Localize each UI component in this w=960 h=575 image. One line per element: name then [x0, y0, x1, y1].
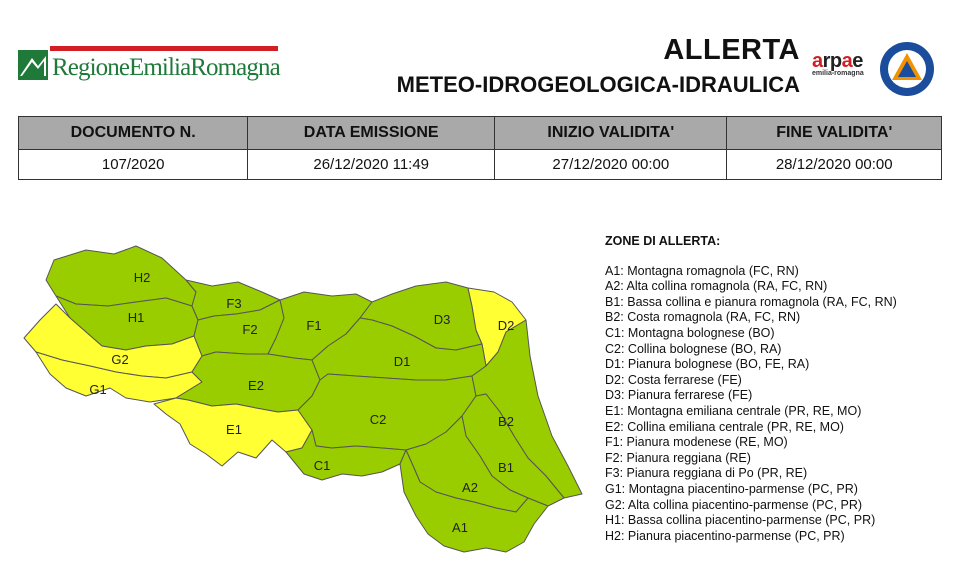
zone-item: F2: Pianura reggiana (RE) [605, 450, 751, 465]
zone-item: D3: Pianura ferrarese (FE) [605, 388, 753, 403]
map-label-F2: F2 [242, 322, 258, 337]
map-label-A1: A1 [452, 520, 468, 535]
zone-item: E1: Montagna emiliana centrale (PR, RE, MO) [605, 403, 862, 418]
arpae-logo [812, 50, 872, 77]
header-data-emissione: DATA EMISSIONE [248, 117, 495, 150]
zone-legend [605, 234, 955, 544]
alert-zone-map [16, 236, 586, 566]
value-inizio-validita: 27/12/2020 00:00 [495, 150, 727, 180]
map-label-F3: F3 [226, 296, 242, 311]
table-header-row [19, 117, 942, 150]
zone-item: C2: Collina bolognese (BO, RA) [605, 341, 782, 356]
zone-item: A2: Alta collina romagnola (RA, FC, RN) [605, 279, 828, 294]
zone-item: A1: Montagna romagnola (FC, RN) [605, 263, 799, 278]
regione-flag-icon [18, 50, 48, 80]
header-fine-validita: FINE VALIDITA' [727, 117, 942, 150]
value-data-emissione: 26/12/2020 11:49 [248, 150, 495, 180]
map-label-E1: E1 [226, 422, 242, 437]
map-label-G1: G1 [89, 382, 107, 397]
regione-logo [16, 46, 278, 88]
zone-item: G2: Alta collina piacentino-parmense (PC, PR) [605, 497, 863, 512]
zone-item: B2: Costa romagnola (RA, FC, RN) [605, 310, 801, 325]
zone-item: D1: Pianura bolognese (BO, FE, RA) [605, 357, 810, 372]
map-label-B1: B1 [498, 460, 514, 475]
zone-item: C1: Montagna bolognese (BO) [605, 325, 775, 340]
zone-item: E2: Collina emiliana centrale (PR, RE, MO) [605, 419, 844, 434]
zone-H2[interactable] [46, 246, 196, 306]
logo-red-bar [50, 46, 278, 51]
page-title: ALLERTA [663, 34, 800, 66]
map-label-D1: D1 [393, 354, 411, 369]
bulletin-info-table [18, 116, 942, 180]
header-documento: DOCUMENTO N. [19, 117, 248, 150]
arpae-logo-subtext: emilia-romagna [812, 70, 864, 77]
map-label-F1: F1 [306, 318, 322, 333]
map-label-B2: B2 [498, 414, 514, 429]
map-label-E2: E2 [248, 378, 264, 393]
page-subtitle: METEO-IDROGEOLOGICA-IDRAULICA [396, 72, 800, 97]
table-row [19, 150, 942, 180]
map-label-H2: H2 [133, 270, 151, 285]
zone-item: F3: Pianura reggiana di Po (PR, RE) [605, 466, 808, 481]
map-label-D2: D2 [497, 318, 515, 333]
zone-item: D2: Costa ferrarese (FE) [605, 372, 742, 387]
map-label-A2: A2 [462, 480, 478, 495]
map-label-D3: D3 [433, 312, 451, 327]
zone-legend-title: ZONE DI ALLERTA: [605, 234, 721, 248]
zone-item: G1: Montagna piacentino-parmense (PC, PR) [605, 481, 858, 496]
zone-item: B1: Bassa collina e pianura romagnola (RA, FC, RN) [605, 294, 897, 309]
map-label-G2: G2 [111, 352, 129, 367]
arpae-logo-text: arpae [812, 50, 863, 72]
protezione-civile-logo-icon [878, 40, 936, 98]
map-label-C1: C1 [313, 458, 331, 473]
zone-item: F1: Pianura modenese (RE, MO) [605, 435, 788, 450]
map-label-H1: H1 [127, 310, 145, 325]
header-inizio-validita: INIZIO VALIDITA' [495, 117, 727, 150]
map-label-C2: C2 [369, 412, 387, 427]
value-fine-validita: 28/12/2020 00:00 [727, 150, 942, 180]
org-name: RegioneEmiliaRomagna [52, 54, 280, 81]
zone-item: H1: Bassa collina piacentino-parmense (PC, PR) [605, 513, 876, 528]
zone-item: H2: Pianura piacentino-parmense (PC, PR) [605, 528, 845, 543]
value-documento: 107/2020 [19, 150, 248, 180]
